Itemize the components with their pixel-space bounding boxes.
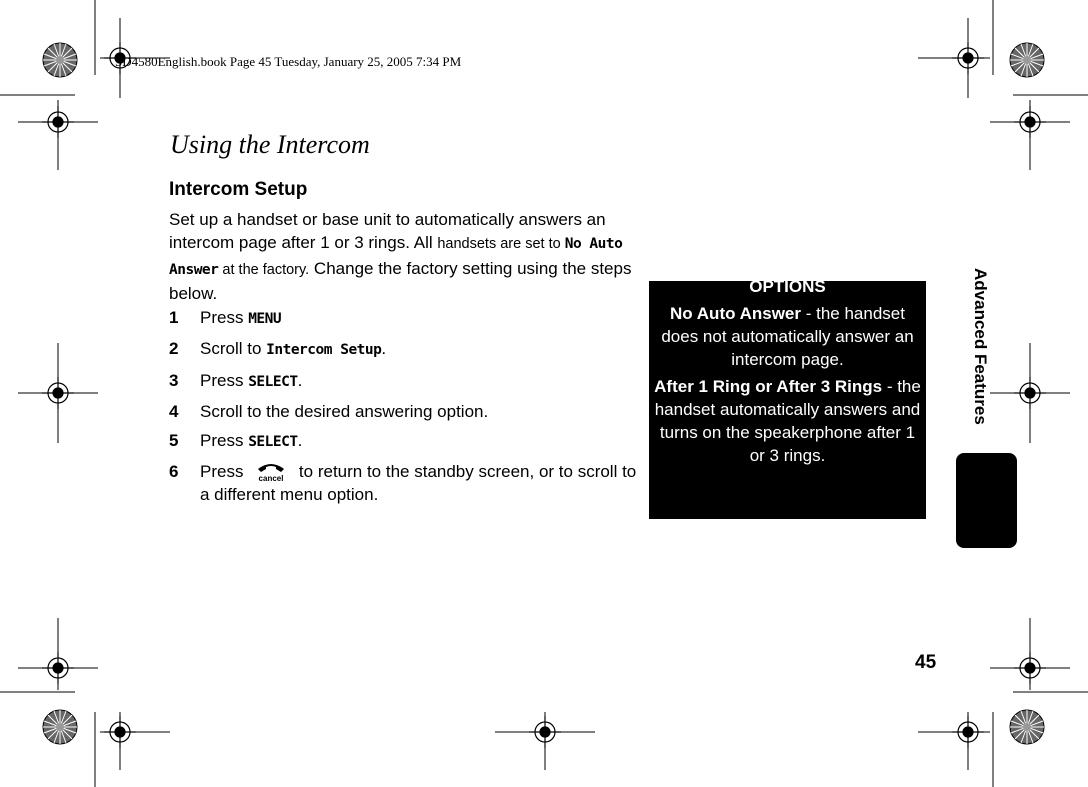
step-text: Press bbox=[200, 370, 249, 390]
step-item bbox=[169, 429, 649, 454]
step-number: 2 bbox=[169, 339, 179, 359]
side-tab bbox=[956, 453, 1017, 548]
print-info-header: SD4580English.book Page 45 Tuesday, January 25, 2005 7:34 PM bbox=[115, 54, 462, 69]
step-suffix: to return to the standby screen, or to scroll to a different menu option. bbox=[200, 462, 637, 505]
option-after-rings bbox=[653, 375, 922, 467]
options-box bbox=[649, 277, 926, 519]
lcd-term-no-auto-answer: No Auto Answer bbox=[169, 236, 623, 278]
step-item bbox=[169, 306, 649, 331]
step-number: 1 bbox=[169, 308, 179, 327]
intro-text-4: Change the factory setting using the steps below. bbox=[169, 258, 632, 303]
option-name: After 1 Ring or After 3 Rings bbox=[654, 377, 883, 396]
step-text: Press bbox=[200, 308, 249, 327]
steps-list bbox=[169, 306, 649, 513]
step-text: Scroll to bbox=[200, 339, 267, 359]
lcd-term: SELECT bbox=[248, 373, 298, 390]
step-item bbox=[169, 337, 649, 362]
step-suffix: . bbox=[381, 339, 387, 359]
intro-text-3: at the factory. bbox=[218, 261, 310, 278]
step-item bbox=[169, 460, 649, 506]
step-text: Press bbox=[200, 431, 249, 451]
step-item bbox=[169, 369, 649, 394]
step-number: 3 bbox=[169, 370, 179, 390]
lcd-term: MENU bbox=[248, 311, 282, 327]
step-item bbox=[169, 400, 649, 423]
step-number: 5 bbox=[169, 431, 179, 451]
side-tab-label: Advanced Features bbox=[971, 268, 990, 425]
options-title: OPTIONS bbox=[749, 277, 826, 296]
step-suffix: . bbox=[297, 431, 303, 451]
step-number: 6 bbox=[169, 462, 179, 482]
option-description: - the handset automatically answers and turns on the speakerphone after 1 or 3 rings. bbox=[654, 377, 921, 465]
step-number: 4 bbox=[169, 401, 179, 421]
page-number: 45 bbox=[915, 652, 937, 673]
lcd-term: Intercom Setup bbox=[266, 342, 382, 359]
cancel-key-icon bbox=[252, 461, 290, 483]
option-name: No Auto Answer bbox=[670, 304, 801, 323]
option-no-auto-answer bbox=[653, 302, 922, 371]
cancel-key-label: cancel bbox=[258, 474, 284, 484]
step-text: Scroll to the desired answering option. bbox=[200, 401, 489, 421]
option-description: - the handset does not automatically answer an intercom page. bbox=[661, 304, 914, 369]
step-text: Press bbox=[200, 462, 244, 482]
chapter-title: Using the Intercom bbox=[170, 130, 370, 159]
section-title: Intercom Setup bbox=[169, 179, 308, 200]
lcd-term: SELECT bbox=[248, 434, 298, 451]
intro-text-2: handsets are set to bbox=[437, 236, 565, 253]
intro-text-1: Set up a handset or base unit to automatically answers an intercom page after 1 or 3 rings. All bbox=[169, 210, 606, 253]
step-suffix: . bbox=[297, 370, 303, 390]
intro-paragraph bbox=[169, 208, 649, 305]
